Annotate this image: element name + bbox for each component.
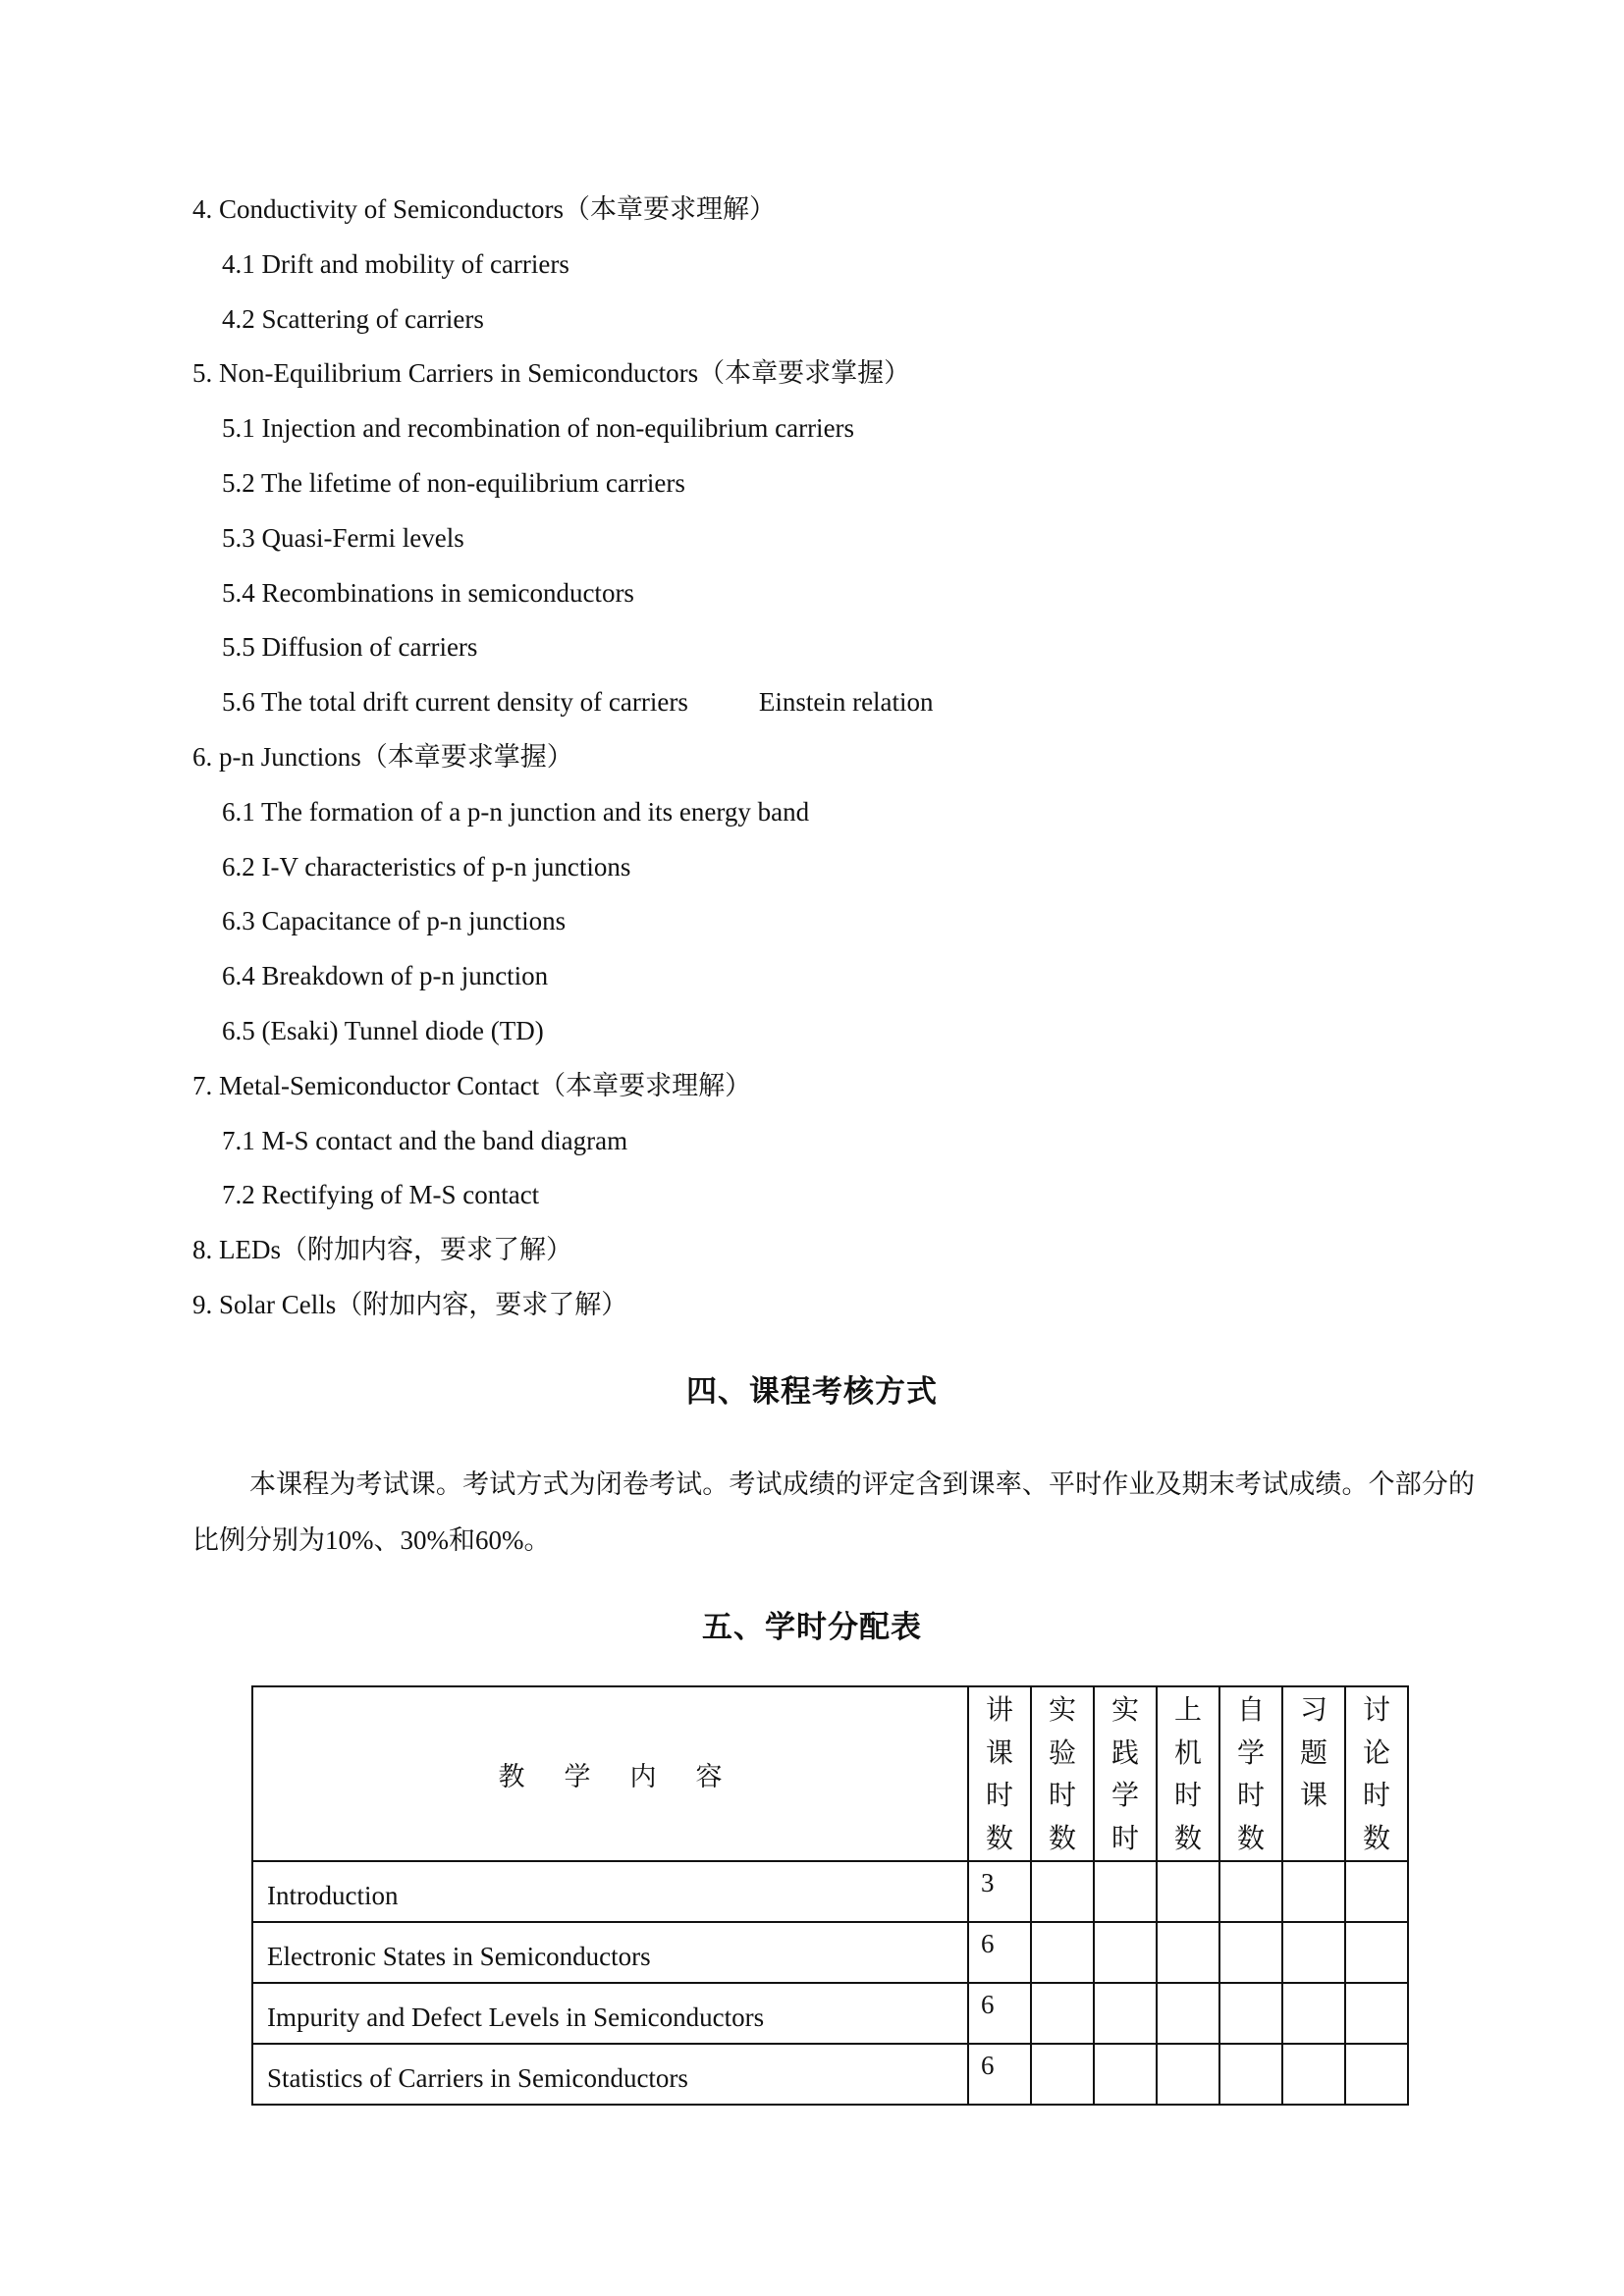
outline-subitem — [192, 456, 1469, 511]
table-row — [252, 2044, 1408, 2105]
hours-cell — [1031, 1861, 1094, 1922]
hours-cell — [1157, 1983, 1219, 2044]
hours-cell — [1157, 2044, 1219, 2105]
outline-chapter — [192, 183, 1469, 238]
outline-text: 7.1 M-S contact and the band diagram — [222, 1125, 628, 1155]
outline-subitem — [192, 566, 1469, 621]
hours-cell — [1345, 1983, 1408, 2044]
hours-cell — [1157, 1922, 1219, 1983]
outline-text: 6.3 Capacitance of p-n junctions — [222, 906, 567, 936]
outline-text: 6.1 The formation of a p-n junction and its energy band — [222, 796, 810, 827]
column-header — [1219, 1686, 1282, 1861]
outline-text: 5.5 Diffusion of carriers — [222, 632, 478, 663]
outline-subitem — [192, 785, 1469, 840]
outline-subitem — [192, 1168, 1469, 1223]
column-header — [1157, 1686, 1219, 1861]
row-label: Introduction — [252, 1861, 968, 1922]
hours-cell — [1282, 1983, 1345, 2044]
outline-text: 5.4 Recombinations in semiconductors — [222, 577, 634, 608]
table-body — [252, 1861, 1408, 2105]
column-header-label: 习 题 课 — [1299, 1695, 1327, 1811]
hours-cell — [1094, 1861, 1157, 1922]
course-outline — [192, 183, 1469, 1333]
outline-subitem — [192, 1004, 1469, 1059]
outline-text: 5.2 The lifetime of non-equilibrium carriers — [222, 467, 685, 498]
outline-text: 6.2 I-V characteristics of p-n junctions — [222, 851, 631, 881]
content-column-header: 教学内容 — [252, 1686, 968, 1861]
outline-text: 6.5 (Esaki) Tunnel diode (TD) — [222, 1015, 544, 1045]
outline-subitem — [192, 949, 1469, 1004]
outline-text: 4.1 Drift and mobility of carriers — [222, 248, 569, 279]
column-header-label: 实 践 学 时 — [1110, 1695, 1139, 1854]
hours-cell: 6 — [968, 2044, 1031, 2105]
section-heading-hours: 五、学时分配表 — [702, 1610, 922, 1645]
outline-subitem — [192, 840, 1469, 895]
outline-subitem — [192, 1114, 1469, 1169]
outline-text: 9. Solar Cells（附加内容，要求了解） — [192, 1289, 628, 1319]
outline-text: 7.2 Rectifying of M-S contact — [222, 1180, 540, 1210]
hours-cell — [1345, 2044, 1408, 2105]
outline-subitem — [192, 511, 1469, 566]
hours-cell — [1094, 1983, 1157, 2044]
hours-cell — [1219, 1861, 1282, 1922]
hours-cell — [1282, 1922, 1345, 1983]
outline-extra-text: Einstein relation — [758, 687, 934, 718]
column-header-label: 讨 论 时 数 — [1362, 1695, 1390, 1854]
outline-text: 5.6 The total drift current density of carriers — [222, 687, 688, 718]
hours-cell: 6 — [968, 1922, 1031, 1983]
hours-cell — [1219, 1922, 1282, 1983]
hours-cell — [1094, 1922, 1157, 1983]
outline-text: 4.2 Scattering of carriers — [222, 303, 484, 334]
column-header — [1345, 1686, 1408, 1861]
hours-cell — [1345, 1861, 1408, 1922]
hours-cell: 3 — [968, 1861, 1031, 1922]
column-header — [1282, 1686, 1345, 1861]
column-header-label: 实 验 时 数 — [1048, 1695, 1076, 1854]
outline-text: 5. Non-Equilibrium Carriers in Semiconductors（本章要求掌握） — [192, 358, 911, 389]
hours-cell — [1219, 2044, 1282, 2105]
column-header — [968, 1686, 1031, 1861]
outline-text: 6. p-n Junctions（本章要求掌握） — [192, 741, 573, 772]
hours-cell — [1282, 2044, 1345, 2105]
row-label: Impurity and Defect Levels in Semiconductors — [252, 1983, 968, 2044]
table-row — [252, 1983, 1408, 2044]
hours-cell — [1345, 1922, 1408, 1983]
outline-subitem — [192, 675, 1469, 730]
column-header-label: 讲 课 时 数 — [985, 1695, 1013, 1854]
outline-text: 5.1 Injection and recombination of non-equilibrium carriers — [222, 413, 855, 444]
outline-text: 4. Conductivity of Semiconductors（本章要求理解） — [192, 194, 776, 224]
outline-subitem — [192, 238, 1469, 293]
outline-chapter — [192, 730, 1469, 785]
outline-subitem — [192, 894, 1469, 949]
section-heading-assessment: 四、课程考核方式 — [686, 1374, 938, 1410]
column-header — [1031, 1686, 1094, 1861]
outline-subitem — [192, 620, 1469, 675]
table-row — [252, 1861, 1408, 1922]
row-label: Electronic States in Semiconductors — [252, 1922, 968, 1983]
outline-chapter — [192, 347, 1469, 401]
outline-text: 6.4 Breakdown of p-n junction — [222, 961, 549, 991]
outline-chapter — [192, 1059, 1469, 1114]
hours-cell — [1031, 1922, 1094, 1983]
column-header-label: 上 机 时 数 — [1173, 1695, 1202, 1854]
hours-allocation-table — [251, 1685, 1409, 2106]
table-row — [252, 1922, 1408, 1983]
hours-cell — [1094, 2044, 1157, 2105]
outline-text: 7. Metal-Semiconductor Contact（本章要求理解） — [192, 1070, 752, 1100]
column-header-label: 自 学 时 数 — [1236, 1695, 1265, 1854]
row-label: Statistics of Carriers in Semiconductors — [252, 2044, 968, 2105]
assessment-paragraph: 本课程为考试课。考试方式为闭卷考试。考试成绩的评定含到课率、平时作业及期末考试成绩。个部分的比例分别为10%、30%和60%。 — [192, 1469, 1475, 1555]
hours-cell — [1219, 1983, 1282, 2044]
column-header — [1094, 1686, 1157, 1861]
outline-text: 5.3 Quasi-Fermi levels — [222, 522, 464, 553]
hours-cell — [1157, 1861, 1219, 1922]
outline-subitem — [192, 401, 1469, 456]
table-header-row — [252, 1686, 1408, 1861]
outline-subitem — [192, 293, 1469, 347]
hours-cell — [1031, 2044, 1094, 2105]
outline-chapter — [192, 1223, 1469, 1278]
hours-cell — [1282, 1861, 1345, 1922]
outline-chapter — [192, 1278, 1469, 1333]
hours-cell: 6 — [968, 1983, 1031, 2044]
hours-cell — [1031, 1983, 1094, 2044]
outline-text: 8. LEDs（附加内容，要求了解） — [192, 1235, 572, 1265]
